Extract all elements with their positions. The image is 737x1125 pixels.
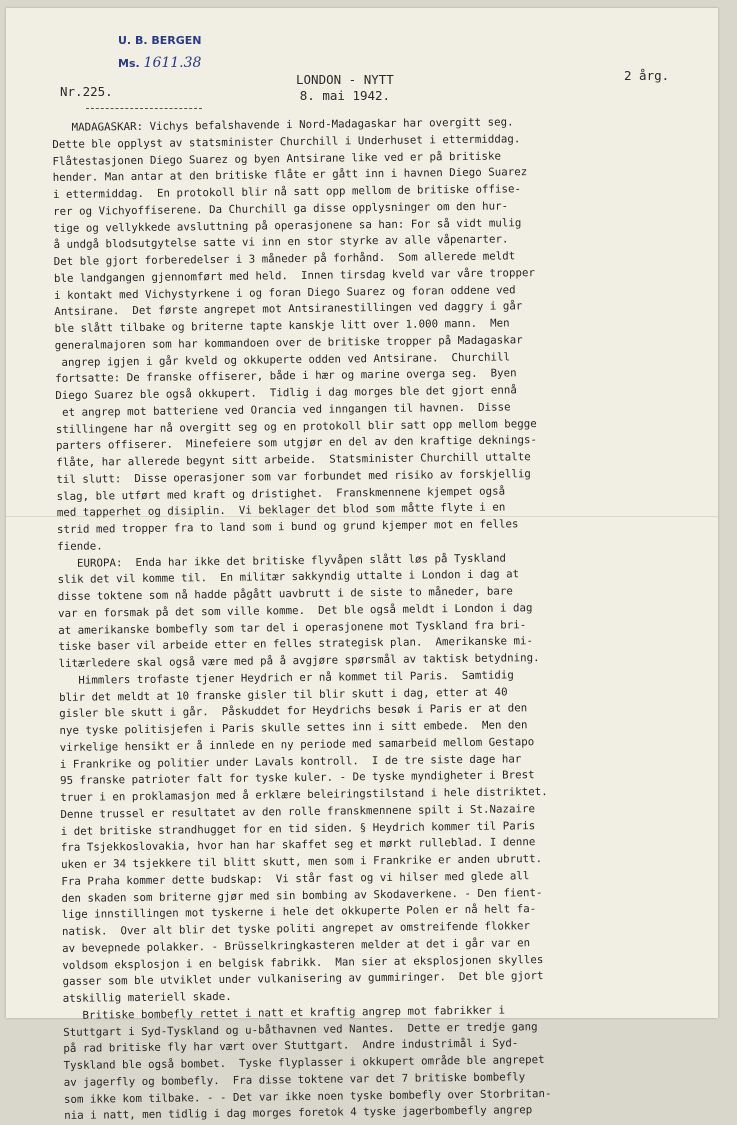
- document-page: [6, 8, 718, 1123]
- text-line: disse toktene som nå hadde pågått uavbrutt i de siste to måneder, bare: [57, 584, 513, 603]
- text-line: et angrep mot batteriene ved Orancia ved inngangen til havnen. Disse: [55, 400, 511, 419]
- text-line: slag, ble utført med kraft og dristighet. Franskmennene kjempet også: [56, 483, 506, 503]
- text-line: blir det meldt at 10 franske gisler til blir skutt i dag, etter at 40: [58, 684, 508, 704]
- text-line: nia i natt, men tidlig i dag morges foretok 4 tyske jagerbombefly angrep: [64, 1103, 533, 1123]
- masthead-title: LONDON - NYTT: [296, 72, 394, 87]
- text-line: i kontakt med Vichystyrkene i og foran Diego Suarez og foran oddene ved: [54, 282, 516, 302]
- text-line: Flåtestasjonen Diego Suarez og byen Antsirane like ved er på britiske: [52, 149, 502, 168]
- text-line: lige innstillingen mot tyskerne i hele det okkuperte Polen er nå helt fa-: [61, 902, 537, 922]
- text-line: hender. Man antar at den britiske flåte er gått inn i havnen Diego Suarez: [52, 165, 528, 185]
- issue-number: Nr.225.: [60, 84, 113, 99]
- text-line: gisler ble skutt i går. Påskuddet for Heydrichs besøk i Paris er at den: [59, 701, 528, 721]
- text-line: fiende.: [57, 539, 103, 553]
- text-line: angrep igjen i går kveld og okkuperte odden ved Antsirane. Churchill: [54, 349, 511, 369]
- masthead-date: 8. mai 1942.: [299, 88, 391, 103]
- text-line: gasser som ble utviklet under vulkanisering av gummiringer. Det ble gjort: [62, 969, 544, 989]
- stamp-library-name: U. B. BERGEN: [118, 34, 202, 47]
- text-line: i Frankrike og politier under Lavals kontroll. I de tre siste dage har: [59, 751, 522, 771]
- text-line: Stuttgart i Syd-Tyskland og u-båthavnen ved Nantes. Dette er tredje gang: [63, 1019, 538, 1039]
- text-line: var en forsmak på det som ville komme. Det ble også meldt i London i dag: [57, 600, 533, 620]
- text-line: truer i en proklamasjon med å erklære beleiringstilstand i hele distriktet.: [60, 784, 548, 804]
- text-line: voldsom eksplosjon i en belgisk fabrikk. Man sier at eksplosjonen skylles: [62, 952, 544, 972]
- text-line: med tapperhet og disiplin. Vi beklager det blod som måtte flyte i en: [56, 500, 506, 520]
- body-text: [52, 112, 724, 1125]
- volume-label: 2 årg.: [624, 68, 670, 83]
- stamp-ms-number: 1611.38: [143, 55, 202, 71]
- text-line: på rad britiske fly har vært over Stuttgart. Andre industrimål i Syd-: [63, 1036, 519, 1056]
- text-line: til slutt: Disse operasjoner som var forbundet med risiko av forskjellig: [56, 466, 531, 486]
- text-line: å undgå blodsutgytelse satte vi inn en stor styrke av alle våpenarter.: [53, 232, 509, 252]
- text-line: Tyskland ble også bombet. Tyske flyplasser i okkupert område ble angrepet: [63, 1053, 545, 1072]
- text-line: uken er 34 tsjekkere til blitt skutt, men som i Frankrike er anden ubrutt.: [61, 852, 543, 871]
- text-line: strid med tropper fra to land som i bund og grund kjemper mot en felles: [56, 517, 519, 536]
- text-line: natisk. Over alt blir det tyske politi angrepet av omstreifende flokker: [61, 919, 530, 938]
- stamp-manuscript-number: [118, 52, 201, 75]
- text-line: ble slått tilbake og briterne tapte kanskje litt over 1.000 mann. Men: [54, 316, 510, 335]
- text-line: MADAGASKAR: Vichys befalshavende i Nord-Madagaskar har overgitt seg.: [52, 115, 514, 134]
- text-line: av bevepnede polakker. - Brüsselkringkasteren melder at det i går var en: [62, 935, 531, 955]
- text-line: litærledere skal også være med på å avgjøre spørsmål av taktisk betydning.: [58, 651, 540, 670]
- text-line: rer og Vichyoffiserene. Da Churchill ga disse opplysninger om den hur-: [53, 199, 509, 218]
- text-line: generalmajoren som har kommandoen over de britiske tropper på Madagaskar: [54, 333, 523, 352]
- text-line: i ettermiddag. En protokoll blir nå satt opp mellom de britiske offise-: [52, 182, 521, 201]
- text-line: Fra Praha kommer dette budskap: Vi står fast og vi hilser med glede all: [61, 868, 530, 888]
- text-line: Dette ble opplyst av statsminister Churchill i Underhuset i ettermiddag.: [52, 132, 521, 151]
- text-line: tiske baser vil arbeide etter en felles strategisk plan. Amerikanske mi-: [58, 634, 534, 654]
- header-rule: [86, 108, 202, 109]
- text-line: 95 franske patrioter falt for tyske kuler. - De tyske myndigheter i Brest: [59, 768, 535, 788]
- text-line: at amerikanske bombefly som tar del i operasjonene mot Tyskland fra bri-: [58, 617, 527, 637]
- text-line: parters offiserer. Minefeiere som utgjør en del av den kraftige deknings-: [55, 433, 538, 453]
- text-line: fortsatte: De franske offiserer, både i hær og marine overga seg. Byen: [55, 366, 517, 386]
- text-line: stillingene har nå overgitt seg og en protokoll blir satt opp mellom begge: [55, 416, 537, 436]
- text-line: virkelige hensikt er å innlede en ny periode med samarbeid mellom Gestapo: [59, 734, 535, 754]
- text-line: den skaden som briterne gjør med sin bombing av Skodaverkene. - Den fient-: [61, 885, 543, 905]
- text-line: tige og vellykkede avsluttning på operasjonene sa han: For så vidt mulig: [53, 215, 522, 235]
- masthead: [296, 72, 394, 104]
- text-line: ble landgangen gjennomført med held. Innen tirsdag kveld var våre tropper: [53, 265, 536, 285]
- text-line: slik det vil komme til. En militær sakkyndig uttalte i London i dag at: [57, 567, 520, 587]
- text-line: atskillig materiell skade.: [62, 989, 232, 1005]
- library-stamp: [118, 30, 201, 75]
- text-line: EUROPA: Enda har ikke det britiske flyvåpen slått løs på Tyskland: [57, 550, 506, 570]
- text-line: av jagerfly og bombefly. Fra disse toktene var det 7 britiske bombefly: [63, 1070, 526, 1089]
- text-line: Det ble gjort forberedelser i 3 måneder på forhånd. Som allerede meldt: [53, 249, 516, 268]
- text-line: som ikke kom tilbake. - - Det var ikke noen tyske bombefly over Storbritan-: [63, 1086, 552, 1106]
- text-line: i det britiske strandhugget for en tid siden. § Heydrich kommer til Paris: [60, 818, 536, 838]
- text-line: Denne trussel er resultatet av den rolle franskmennene spilt i St.Nazaire: [60, 801, 536, 821]
- text-line: Himmlers trofaste tjener Heydrich er nå kommet til Paris. Samtidig: [58, 668, 514, 687]
- stamp-ms-prefix: Ms.: [118, 57, 140, 70]
- text-line: Diego Suarez ble også okkupert. Tidlig i dag morges ble det gjort ennå: [55, 383, 517, 402]
- text-line: fra Tsjekkoslovakia, hvor han har skaffet seg et mørkt rulleblad. I denne: [60, 835, 536, 855]
- text-line: nye tyske politisjefen i Paris skulle settes inn i sitt embede. Men den: [59, 718, 528, 737]
- text-line: Antsirane. Det første angrepet mot Antsiranestillingen ved daggry i går: [54, 299, 523, 319]
- text-line: Britiske bombefly rettet i natt et kraftig angrep mot fabrikker i: [62, 1003, 506, 1022]
- text-line: flåte, har allerede begynt sitt arbeide. Statsminister Churchill uttalte: [56, 450, 531, 469]
